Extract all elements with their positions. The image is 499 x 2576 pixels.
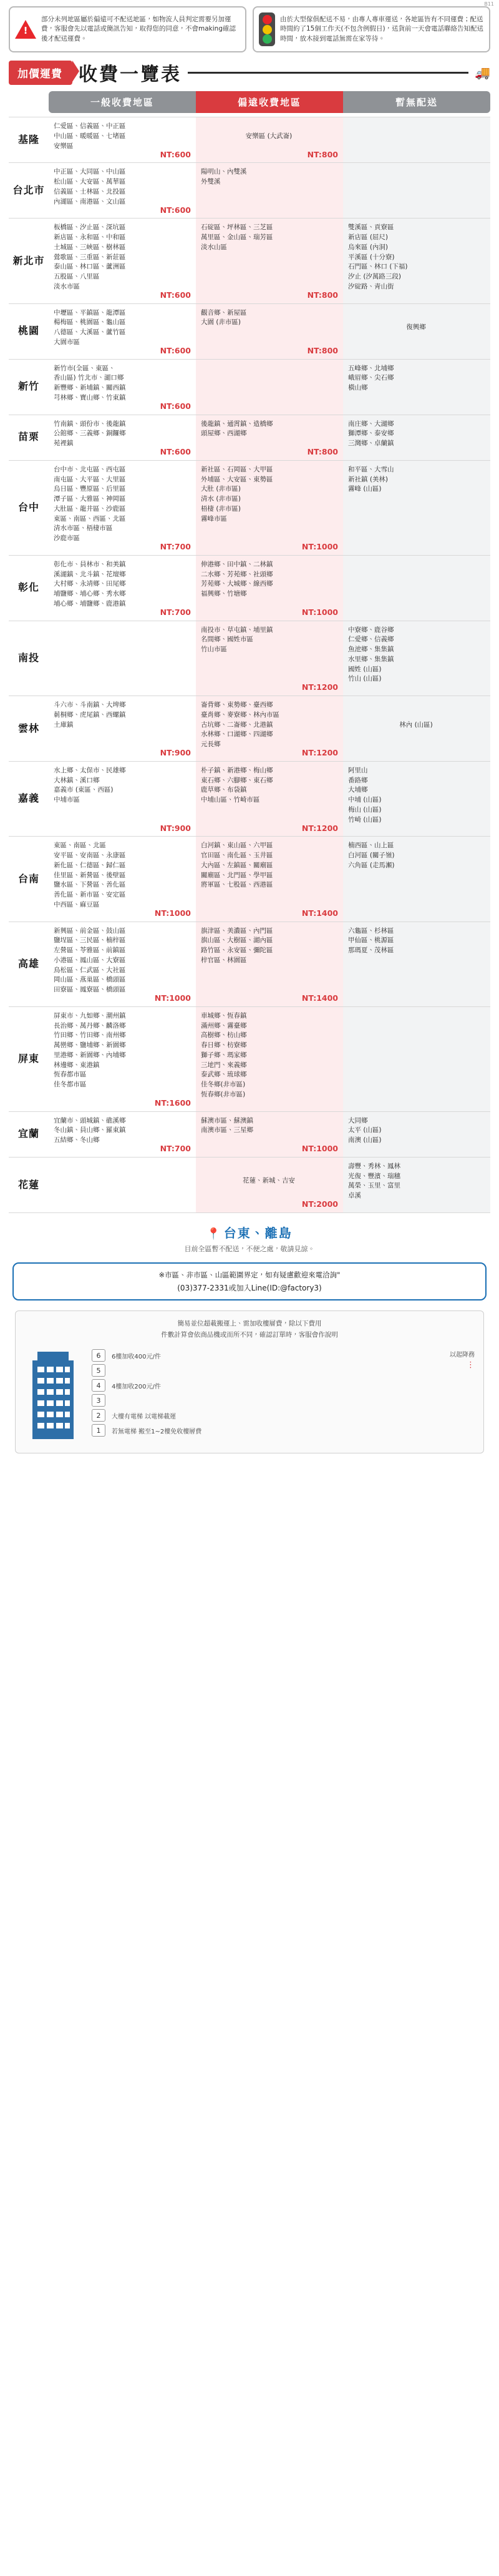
cell-price: NT:600 [160,149,191,159]
floor-right-note: 以起降務 [450,1352,475,1359]
row-cells [49,219,490,303]
cell-normal [49,762,196,837]
cell-remote [196,762,343,837]
row-cells [49,621,490,696]
cell-price: NT:600 [160,345,191,355]
cell-price: NT:1600 [154,1098,191,1108]
cell-areas: 斗六市、斗南鎮、大埤鄉 莿桐鄉、虎尾鎮、西螺鎮 土庫鎮 [54,701,126,729]
truck-icon: 🚚 [475,65,490,80]
cell-areas: 和平區、大雪山 新社鎮 (美林) 霧峰 (山區) [348,465,394,493]
cell-remote [196,1112,343,1157]
cell-price: NT:2000 [301,1199,338,1209]
cell-normal [49,360,196,415]
cell-none [343,461,490,555]
cell-price: NT:1000 [154,993,191,1003]
table-row [9,1007,490,1112]
building-icon [24,1349,82,1443]
cell-none [343,762,490,837]
column-headers [0,86,499,113]
cell-remote [196,117,343,162]
cell-areas: 新竹市(全區、東區、 香山區) 竹北市、湖口鄉 新豐鄉、新埔鎮、關西鎮 芎林鄉、寶山鄉、竹東鎮 [54,364,126,401]
region-label: 宜蘭 [17,1128,39,1140]
cell-areas: 旗津區、美濃區、內門區 旗山區、大樹區、湖內區 路竹區、永安區、彌陀區 梓官區、林園區 [201,927,273,964]
cell-areas: 水上鄉、太保市、民雄鄉 大林鎮、溪口鄉 嘉義市 (東區、西區) 中埔市區 [54,766,126,804]
cell-areas: 白河鎮、東山區、六甲區 官田區、南化區、玉井區 大內區、左鎮區、關廟區 關廟區、北門區、學甲區 將軍區、七股區、西港區 [201,842,273,889]
row-cells [49,762,490,837]
table-row [9,696,490,762]
cell-areas: 大同鄉 太平 (山區) 南澳 (山區) [348,1116,382,1144]
cell-remote [196,621,343,696]
cell-areas: 中壢區、平鎮區、龍潭區 楊梅區、桃園區、龜山區 八德區、大溪區、蘆竹區 大園市區 [54,308,126,346]
cell-areas: 中寮鄉、鹿谷鄉 仁愛鄉、信義鄉 魚池鄉、集集鎮 水里鄉、集集鎮 國姓 (山區) 竹山 (山區) [348,626,394,683]
cell-none [343,696,490,761]
cell-price: NT:600 [160,447,191,456]
cell-areas: 後龍鎮、通霄鎮、造橋鄉 頭屋鄉、西湖鄉 [201,420,273,438]
cell-areas: 屏東市、九如鄉、潮州鎮 長治鄉、萬丹鄉、麟洛鄉 竹田鄉、竹田鄉、南州鄉 萬巒鄉、鹽埔鄉、新園鄉 里港鄉、新園鄉、內埔鄉 林邊鄉、東港鎮 恆春都市區 佳冬都市區 [54,1011,126,1088]
islands-section [0,1223,499,1254]
table-row [9,415,490,461]
notices-section [0,0,499,55]
cell-price: NT:800 [307,149,338,159]
cell-areas: 雙溪區、貢寮區 新店區 (屈尺) 烏來區 (內洞) 平溪區 (十分寮) 石門區、林口 (下福) 汐止 (汐萬路三段) 汐碇路、青山街 [348,224,408,290]
cell-price: NT:1200 [301,823,338,833]
floor-level-item [92,1394,360,1407]
cell-areas: 板橋區、汐止區、深坑區 新店區、永和區、中和區 土城區、三峽區、樹林區 鶯歌區、三重區、新莊區 泰山區、林口區、蘆洲區 五股區、八里區 淡水市區 [54,224,126,290]
table-row [9,1158,490,1213]
cell-areas: 復興鄉 [406,323,426,332]
cell-areas: 陽明山、內雙溪 外雙溪 [201,168,247,185]
cell-areas: 林內 (山區) [399,720,433,729]
cell-remote [196,1007,343,1111]
cell-normal [49,219,196,303]
region-label: 彰化 [17,581,39,594]
banner-divider [188,72,468,74]
warning-triangle-icon [15,20,36,39]
cell-areas: 南投市、草屯鎮、埔里鎮 名間鄉、國姓市區 竹山市區 [201,626,273,653]
column-header-none: 暫無配送 [343,91,490,113]
traffic-light-icon [259,12,275,46]
cell-areas: 朴子鎮、新港鄉、梅山鄉 東石鄉、六腳鄉、東石鄉 鹿草鄉、布袋鎮 中埔山區、竹崎市區 [201,766,273,804]
cell-none [343,1112,490,1157]
table-row [9,360,490,415]
cell-price: NT:1000 [301,607,338,617]
cell-price: NT:800 [307,290,338,300]
cell-areas: 新社區、石岡區、大甲區 外埔區、大安區、東勢區 大肚 (非市區) 清水 (非市區) 梧棲 (非市區) 霧峰市區 [201,465,273,523]
cell-areas: 南庄鄉、大湖鄉 獅潭鄉、泰安鄉 三灣鄉、卓蘭鎮 [348,420,394,447]
cell-remote [196,461,343,555]
region-label: 台中 [17,501,39,514]
cell-areas: 仁愛區、信義區、中正區 中山區、暖暖區、七堵區 安樂區 [54,122,126,150]
cell-areas: 宜蘭市、頭城鎮、礁溪鄉 冬山鎮、員山鄉、羅東鎮 五結鄉、冬山鄉 [54,1116,126,1144]
cell-none [343,219,490,303]
region-label: 高雄 [17,957,39,970]
region-label: 新北市 [12,254,45,267]
cell-price: NT:600 [160,290,191,300]
cell-areas: 安樂區 (大武崙) [245,132,293,140]
floor-fee-box [15,1310,484,1454]
cell-price: NT:1000 [301,1144,338,1153]
region-label: 南投 [17,652,39,664]
cell-areas: 觀音鄉、新屋區 大園 (非市區) [201,308,247,327]
cell-price: NT:1000 [154,908,191,918]
cell-normal [49,922,196,1006]
cell-price: NT:800 [307,447,338,456]
cell-remote [196,696,343,761]
table-row [9,461,490,556]
row-cells [49,1007,490,1111]
islands-title: 台東、離島 [223,1225,293,1241]
table-row [9,163,490,219]
cell-normal [49,696,196,761]
cell-normal [49,415,196,460]
row-cells [49,415,490,460]
cell-price: NT:700 [160,607,191,617]
cell-remote [196,415,343,460]
corner-code: B11 [484,1,494,7]
notice-card-furniture [253,6,490,52]
column-header-remote: 偏遠收費地區 [196,91,343,113]
cell-none [343,117,490,162]
floor-number: 3 [92,1394,105,1407]
cell-areas: 石碇區、坪林區、三芝區 萬里區、金山區、瑞芳區 淡水山區 [201,224,273,251]
region-label: 新竹 [17,380,39,393]
floor-fee-header: 簡易並位超載搬運上、需加收樓層費，除以下費用 件數計算會依商品機或而所不同，確認訂單時，客服會作說明 [161,1319,338,1339]
cell-areas: 花蓮、新城、吉安 [243,1177,295,1185]
floor-levels-list [92,1349,360,1439]
floor-note: 若無電梯 搬至1~2樓免收樓層費 [112,1428,202,1435]
region-label: 苗栗 [17,431,39,443]
cell-areas: 五峰鄉、北埔鄉 峨眉鄉、尖石鄉 橫山鄉 [348,364,394,391]
row-cells [49,556,490,621]
table-row [9,117,490,163]
cell-areas: 伸港鄉、田中鎮、二林鎮 二水鄉、芳苑鄉、社頭鄉 芳苑鄉、大城鄉、線西鄉 福興鄉、竹塘鄉 [201,560,273,597]
row-cells [49,461,490,555]
row-cells [49,360,490,415]
region-label: 屏東 [17,1052,39,1064]
cell-normal [49,1158,196,1212]
cell-none [343,304,490,359]
cell-remote [196,837,343,921]
cell-normal [49,304,196,359]
ribbon-label: 加價運費 [9,61,72,85]
cell-price: NT:1200 [301,682,338,692]
column-header-normal: 一般收費地區 [49,91,196,113]
cell-none [343,163,490,218]
cell-price: NT:1400 [301,993,338,1003]
floor-right-col [370,1349,475,1372]
page-banner [0,55,499,86]
islands-heading [0,1223,499,1241]
cell-normal [49,621,196,696]
floor-number: 5 [92,1364,105,1377]
cell-areas: 崙背鄉、東勢鄉、臺西鄉 臺肖鄉、麥寮鄉、林內市區 古坑鄉、二崙鄉、北港鎮 水林鄉、口湖鄉、四湖鄉 元長鄉 [201,701,279,748]
cell-none [343,621,490,696]
cell-normal [49,556,196,621]
map-pin-icon: 📍 [206,1227,221,1241]
cell-areas: 楠西區、山上區 白河區 (關子嶺) 六角區 (走馬瀨) [348,842,395,869]
table-row [9,837,490,922]
cell-normal [49,1112,196,1157]
table-row [9,219,490,303]
cell-remote [196,360,343,415]
cell-price: NT:1400 [301,908,338,918]
region-label: 嘉義 [17,792,39,805]
contact-box [12,1262,487,1300]
cell-areas: 竹南鎮、頭份市、後龍鎮 公館鄉、三義鄉、銅鑼鄉 苑裡鎮 [54,420,126,447]
cell-areas: 東區、南區、北區 安平區、安南區、永康區 新化區、仁德區、歸仁區 佳里區、新營區、後壁區 鹽水區、下營區、善化區 善化區、新市區、安定區 中西區、麻豆區 [54,842,126,908]
floor-level-item [92,1364,360,1377]
notice-card-shipping [9,6,246,52]
cell-none [343,415,490,460]
row-cells [49,304,490,359]
cell-remote [196,556,343,621]
cell-normal [49,461,196,555]
cell-areas: 壽豐、秀林、鳳林 光復、豐濱、瑞穗 萬榮、玉里、富里 卓溪 [348,1162,400,1199]
cell-remote [196,219,343,303]
table-row [9,922,490,1007]
table-row [9,304,490,360]
row-cells [49,117,490,162]
cell-areas: 彰化市、員林市、和美鎮 溪湖鎮、北斗鎮、花壇鄉 大村鄉、永靖鄉、田尾鄉 埔鹽鄉、埔心鄉、秀水鄉 埔心鄉、埔鹽鄉、鹿港鎮 [54,560,126,607]
cell-remote [196,163,343,218]
page-title: 收費一覽表 [79,64,182,86]
row-cells [49,696,490,761]
cell-none [343,922,490,1006]
table-row [9,556,490,621]
cell-price: NT:1200 [301,748,338,757]
region-label: 基隆 [17,133,39,145]
cell-price: NT:600 [160,205,191,215]
islands-subtitle: 目前全區暫不配送，不便之處，敬請見諒。 [184,1244,315,1253]
cell-price: NT:1000 [301,542,338,551]
cell-areas: 阿里山 番路鄉 大埔鄉 中埔 (山區) 梅山 (山區) 竹崎 (山區) [348,766,382,823]
floor-dots-icon: ⋮ [467,1360,475,1370]
cell-remote [196,304,343,359]
region-label: 桃園 [17,325,39,337]
floor-level-item [92,1379,360,1392]
row-cells [49,837,490,921]
floor-number: 6 [92,1349,105,1362]
row-cells [49,163,490,218]
floor-note: 大樓有電梯 以電梯載運 [112,1413,177,1420]
cell-price: NT:600 [160,401,191,411]
floor-number: 1 [92,1424,105,1437]
contact-line-1: ※市區、非市區、山區範圍界定，如有疑慮歡迎來電洽詢" [158,1270,341,1279]
table-row [9,1112,490,1158]
cell-none [343,556,490,621]
cell-none [343,1007,490,1111]
row-cells [49,922,490,1006]
cell-none [343,1158,490,1212]
cell-areas: 六龜區、杉林區 甲仙區、桃源區 那瑪夏、茂林區 [348,927,394,954]
table-row [9,762,490,837]
floor-level-item [92,1349,360,1362]
cell-price: NT:700 [160,542,191,551]
cell-normal [49,837,196,921]
cell-areas: 台中市、北屯區、西屯區 南屯區、大平區、大里區 烏日區、豐原區、后里區 潭子區、大雅區、神岡區 大肚區、龍井區、沙鹿區 東區、南區、西區、北區 清水市區、梧棲市區 沙鹿市區 [54,465,126,542]
cell-remote [196,922,343,1006]
floor-note: 4樓加收200元/件 [112,1383,161,1390]
cell-none [343,837,490,921]
floor-number: 2 [92,1409,105,1422]
floor-level-item [92,1424,360,1437]
table-row [9,621,490,697]
region-label: 雲林 [17,722,39,734]
contact-line-2: (03)377-2331或加入Line(ID:@factory3) [177,1283,322,1292]
cell-areas: 中正區、大同區、中山區 松山區、大安區、萬華區 信義區、士林區、北投區 內湖區、南港區、文山區 [54,168,126,205]
cell-price: NT:900 [160,823,191,833]
cell-areas: 蘇澳市區、蘇澳鎮 南澳市區、三星鄉 [201,1116,253,1134]
row-cells [49,1112,490,1157]
region-label: 台南 [17,872,39,885]
cell-price: NT:900 [160,748,191,757]
row-cells [49,1158,490,1212]
cell-none [343,360,490,415]
floor-number: 4 [92,1379,105,1392]
cell-normal [49,1007,196,1111]
floor-level-item [92,1409,360,1422]
cell-normal [49,163,196,218]
cell-price: NT:700 [160,1144,191,1153]
notice-text-furniture: 由於大型傢俱配送不易，由專人專車運送，各地區皆有不同運費；配送時間約了15個工作天(不包含例假日)，送貨前一天會電話聯絡告知配送時間，放木接到電話無需在家等待。 [280,16,484,42]
region-label: 花蓮 [17,1178,39,1191]
cell-remote [196,1158,343,1212]
notice-text-shipping: 部分未列地區屬於偏遠可不配送地區，如物流人員判定需要另加運費，客服會先以電話或簡訊告知，取得您的同意，不會making確認後才配送運費。 [41,16,236,42]
fee-table [0,113,499,1213]
floor-note: 6樓加收400元/件 [112,1353,161,1360]
region-label: 台北市 [12,184,45,197]
cell-areas: 新興區、前金區、鼓山區 鹽埕區、三民區、楠梓區 左營區、苓雅區、前鎮區 小港區、鳳山區、大寮區 鳥松區、仁武區、大社區 岡山區、燕巢區、橋頭區 田寮區、鳳寮區、橋頭區 [54,927,126,993]
cell-normal [49,117,196,162]
cell-price: NT:800 [307,345,338,355]
cell-areas: 車城鄉、恆春鎮 滿州鄉、霧臺鄉 高樹鄉、枋山鄉 春日鄉、枋寮鄉 獅子鄉、瑪家鄉 三地門、來義鄉 泰武鄉、琉球鄉 佳冬鄉(非市區) 恆春鄉(非市區) [201,1011,247,1098]
